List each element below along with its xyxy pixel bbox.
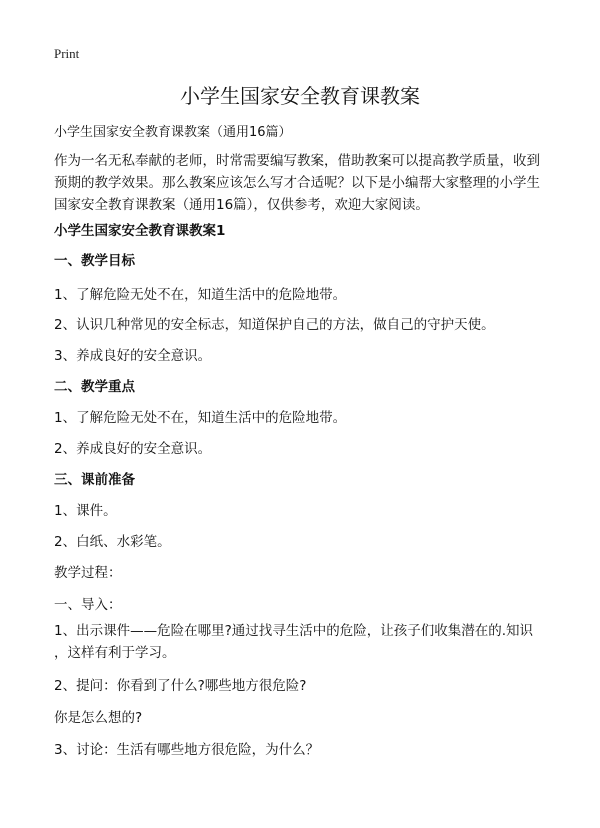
focus-item: 2、养成良好的安全意识。	[54, 441, 212, 457]
print-link[interactable]: Print	[54, 46, 80, 61]
goals-heading: 一、教学目标	[54, 253, 135, 269]
goal-item: 2、认识几种常见的安全标志，知道保护自己的方法，做自己的守护天使。	[54, 317, 495, 333]
step1-line: 1、出示课件——危险在哪里?通过找寻生活中的危险，让孩子们收集潜在的.知识	[54, 623, 534, 639]
focus-heading: 二、教学重点	[54, 379, 135, 395]
intro-line: 国家安全教育课教案（通用16篇），仅供参考，欢迎大家阅读。	[54, 197, 429, 213]
intro-line: 预期的教学效果。那么教案应该怎么写才合适呢？以下是小编帮大家整理的小学生	[54, 175, 540, 191]
section-title: 小学生国家安全教育课教案1	[54, 223, 226, 239]
prep-item: 2、白纸、水彩笔。	[54, 534, 171, 550]
goal-item: 3、养成良好的安全意识。	[54, 348, 212, 364]
step3-discussion: 3、讨论：生活有哪些地方很危险，为什么？	[54, 742, 320, 758]
focus-item: 1、了解危险无处不在，知道生活中的危险地带。	[54, 410, 347, 426]
goal-item: 1、了解危险无处不在，知道生活中的危险地带。	[54, 287, 347, 303]
step1-line: ，这样有利于学习。	[54, 645, 176, 661]
prep-heading: 三、课前准备	[54, 472, 135, 488]
step2-followup: 你是怎么想的?	[54, 710, 143, 726]
step1-paragraph	[54, 620, 554, 664]
intro-step-label: 一、导入：	[54, 597, 122, 613]
document-subtitle: 小学生国家安全教育课教案（通用16篇）	[54, 125, 292, 140]
process-label: 教学过程：	[54, 565, 122, 581]
prep-item: 1、课件。	[54, 503, 117, 519]
step2-question: 2、提问：你看到了什么?哪些地方很危险?	[54, 678, 307, 694]
page-title: 小学生国家安全教育课教案	[180, 84, 420, 108]
intro-paragraph	[54, 150, 554, 216]
intro-line: 作为一名无私奉献的老师，时常需要编写教案，借助教案可以提高教学质量，收到	[54, 153, 540, 169]
